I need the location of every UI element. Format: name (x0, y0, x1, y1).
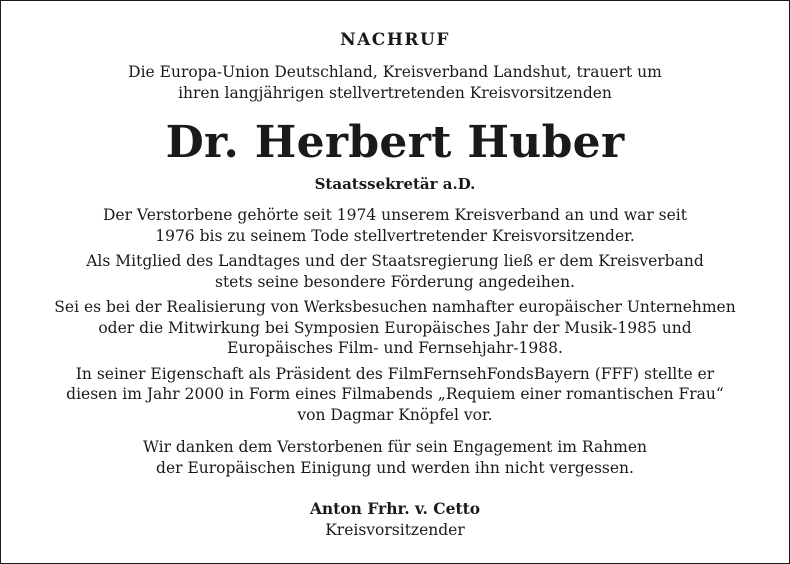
body-line: diesen im Jahr 2000 in Form eines Filmabends „Requiem einer romantischen Frau“ (66, 385, 724, 403)
body-paragraph (0, 251, 790, 292)
closing-line: Wir danken dem Verstorbenen für sein Engagement im Rahmen (142, 438, 648, 456)
signer-name: Anton Frhr. v. Cetto (309, 499, 481, 518)
body-line: Als Mitglied des Landtages und der Staatsregierung ließ er dem Kreisverband (86, 252, 704, 270)
body-paragraph (0, 205, 790, 246)
intro-line: Die Europa-Union Deutschland, Kreisverband Landshut, trauert um (128, 63, 662, 81)
body-line: Der Verstorbene gehörte seit 1974 unserem Kreisverband an und war seit (103, 206, 687, 224)
signer-role: Kreisvorsitzender (325, 520, 465, 539)
notice-body (0, 205, 790, 430)
intro-text (0, 62, 790, 104)
deceased-title: Staatssekretär a.D. (314, 175, 476, 193)
body-line: stets seine besondere Förderung angedeihen. (214, 272, 575, 291)
body-line: In seiner Eigenschaft als Präsident des FilmFernsehFondsBayern (FFF) stellte er (75, 364, 715, 383)
body-line: Europäisches Film- und Fernsehjahr-1988. (227, 339, 563, 357)
body-line: 1976 bis zu seinem Tode stellvertretender Kreisvorsitzender. (155, 226, 635, 245)
body-line: oder die Mitwirkung bei Symposien Europäisches Jahr der Musik-1985 und (98, 318, 692, 337)
intro-line: ihren langjährigen stellvertretenden Kreisvorsitzenden (178, 84, 612, 102)
notice-heading: NACHRUF (340, 30, 450, 50)
signature-block (0, 499, 790, 540)
body-paragraph (0, 364, 790, 426)
body-paragraph (0, 297, 790, 359)
body-line: Sei es bei der Realisierung von Werksbesuchen namhafter europäischer Unternehmen (54, 298, 736, 316)
closing-line: der Europäischen Einigung und werden ihn nicht vergessen. (156, 459, 634, 477)
body-line: von Dagmar Knöpfel vor. (297, 405, 493, 424)
closing-text (0, 437, 790, 479)
deceased-name: Dr. Herbert Huber (165, 117, 625, 168)
